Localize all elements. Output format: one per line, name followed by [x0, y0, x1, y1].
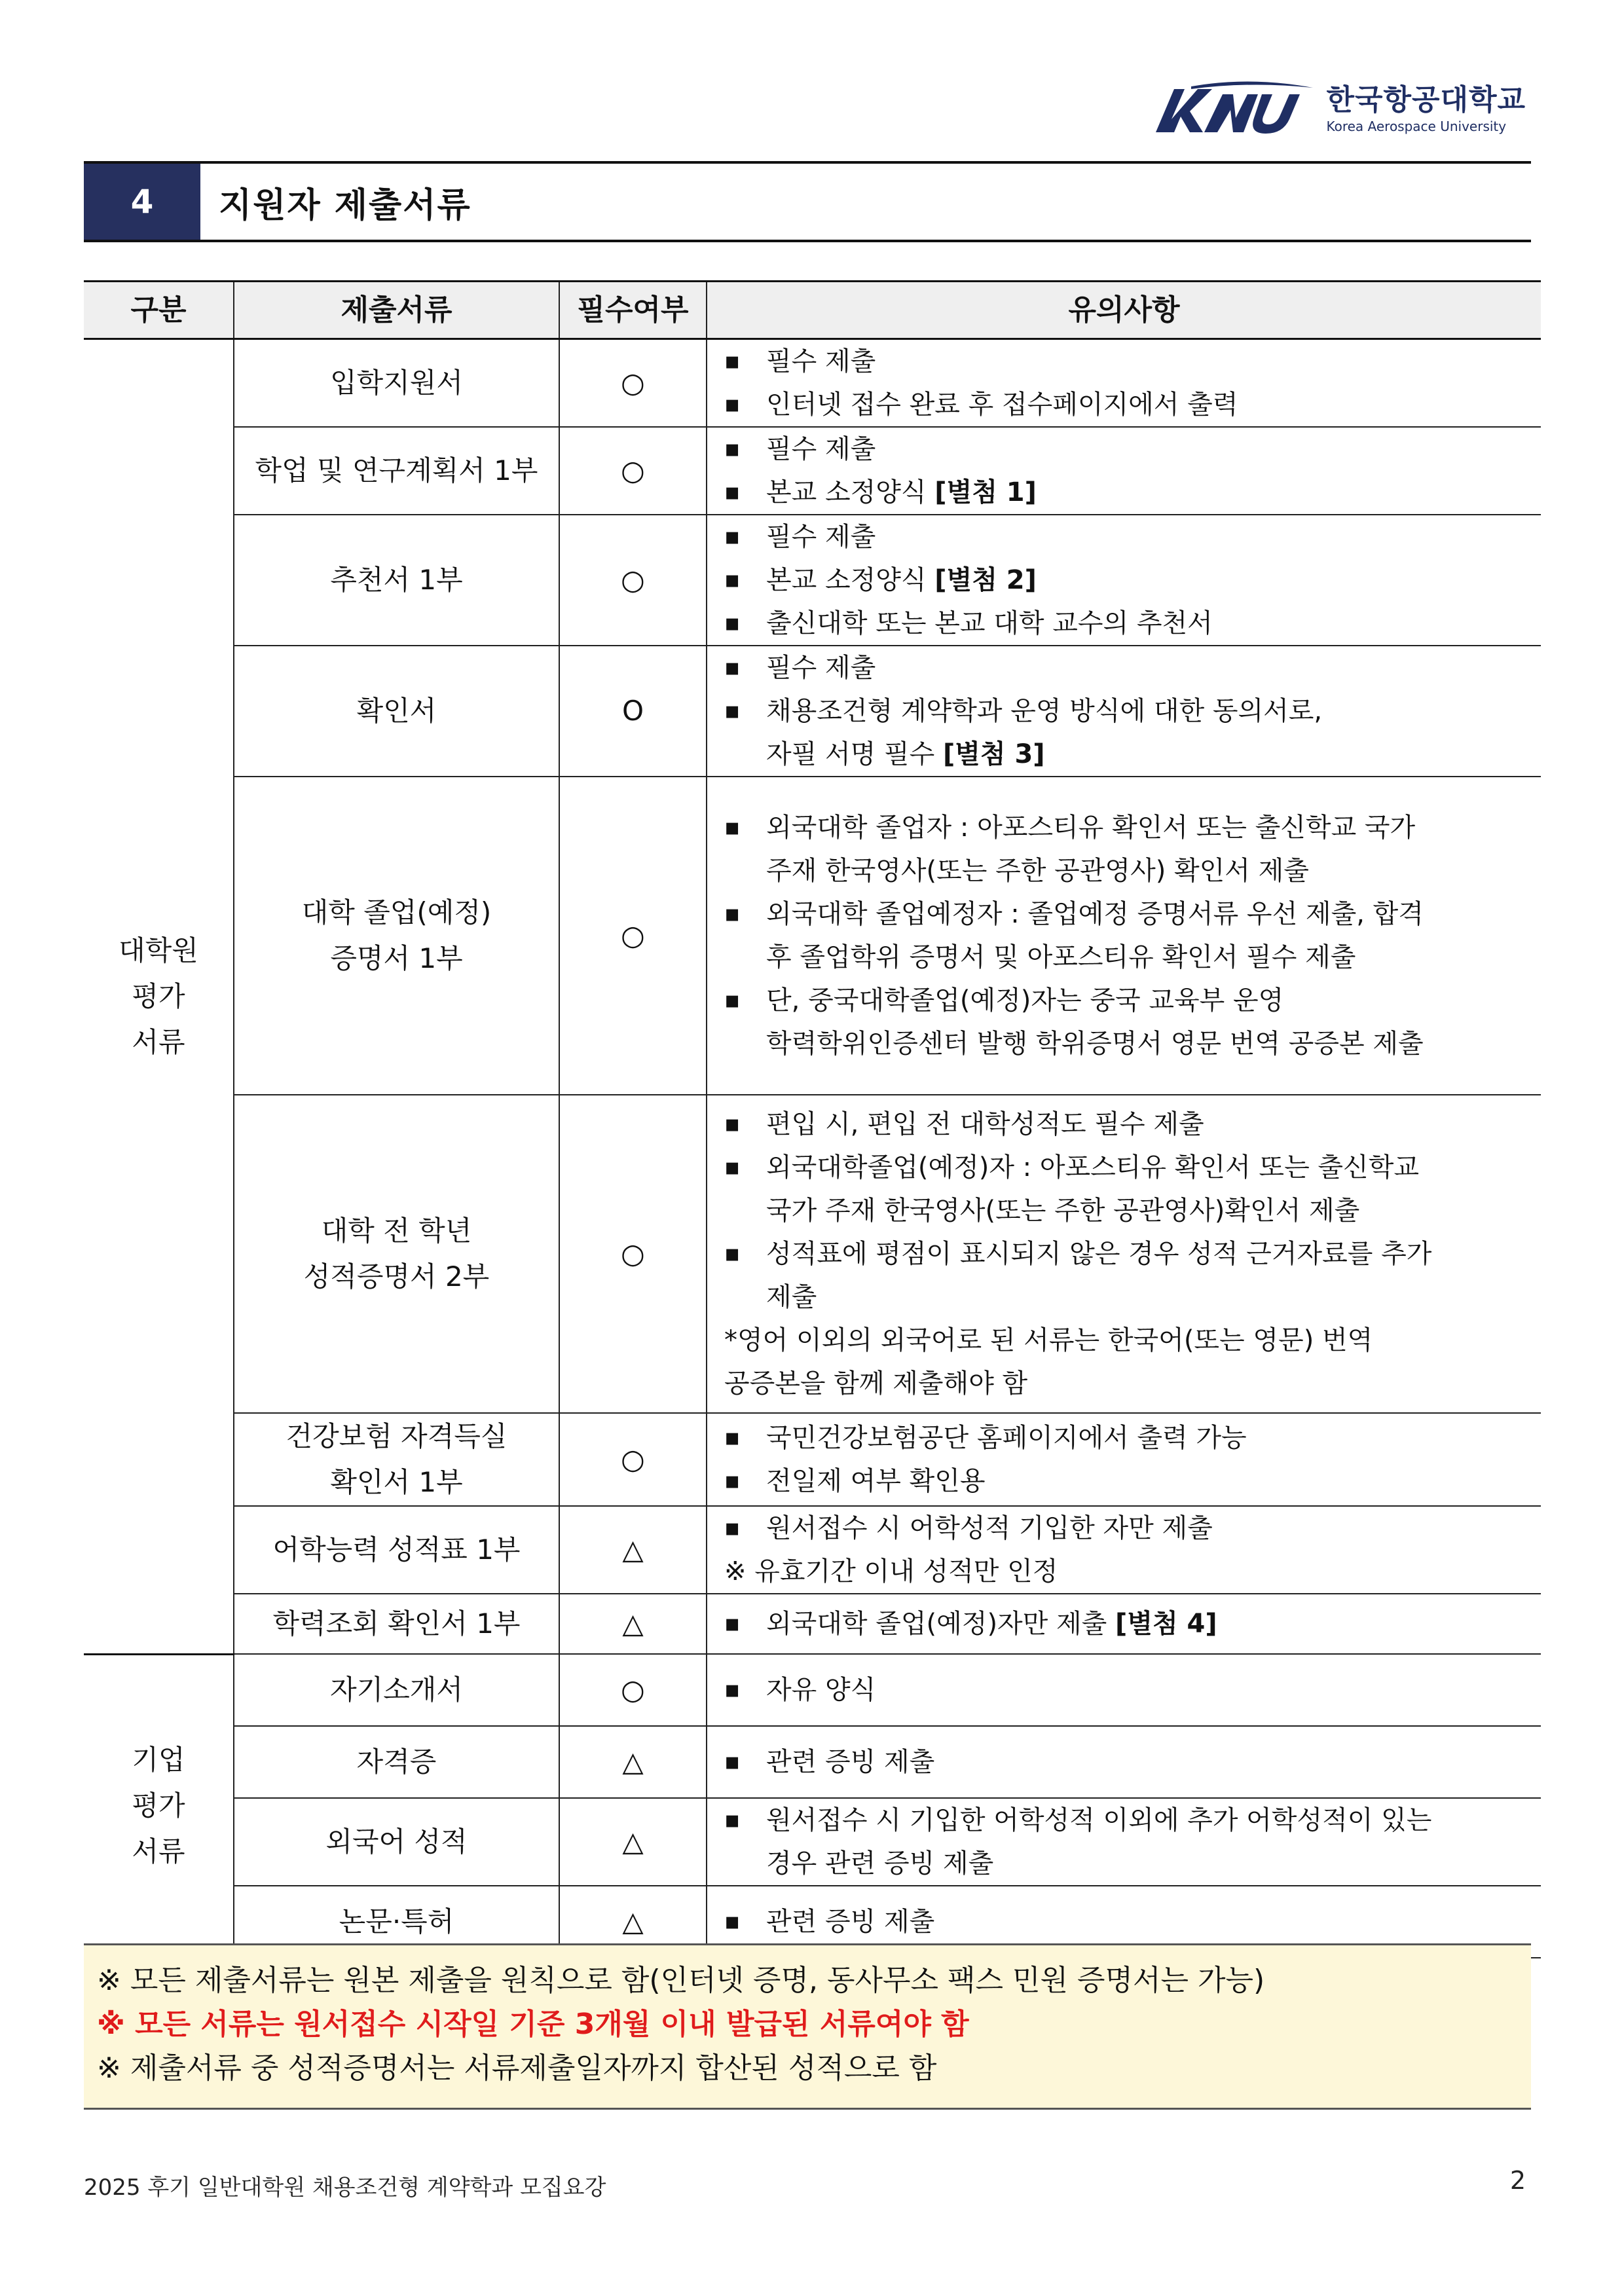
note-text: 학력학위인증센터 발행 학위증명서 영문 번역 공증본 제출 [766, 1029, 1424, 1059]
note-text: 자유 양식 [766, 1675, 876, 1705]
note-line [720, 849, 1528, 892]
document-name: 확인서 [234, 646, 559, 777]
note-text: 국민건강보험공단 홈페이지에서 출력 가능 [766, 1423, 1247, 1453]
table-row [84, 1798, 1541, 1886]
table-row [84, 515, 1541, 646]
note-text: 본교 소정양식 [766, 477, 935, 507]
notes-cell [707, 1413, 1541, 1506]
note-line [720, 1550, 1528, 1593]
attachment-ref: [별첨 2] [934, 565, 1037, 595]
note-text: 단, 중국대학졸업(예정)자는 중국 교육부 운영 [766, 985, 1284, 1016]
note-text: 필수 제출 [766, 346, 876, 376]
table-row [84, 1594, 1541, 1654]
notes-cell [707, 1798, 1541, 1886]
document-name: 논문·특허 [234, 1886, 559, 1958]
document-name: 대학 졸업(예정) 증명서 1부 [234, 777, 559, 1095]
notes-cell [707, 1726, 1541, 1798]
note-text: 성적표에 평점이 표시되지 않은 경우 성적 근거자료를 추가 [766, 1239, 1432, 1269]
page-number: 2 [1509, 2166, 1526, 2195]
section-number: 4 [84, 164, 200, 240]
document-name: 자기소개서 [234, 1654, 559, 1726]
note-text: 채용조건형 계약학과 운영 방식에 대한 동의서로, [766, 696, 1323, 726]
bullet-item [720, 1146, 1528, 1189]
note-line [720, 1362, 1528, 1405]
note-text: 원서접수 시 어학성적 기입한 자만 제출 [766, 1513, 1213, 1543]
university-logo [1152, 80, 1526, 139]
required-mark: ○ [559, 1654, 707, 1726]
note-text: 필수 제출 [766, 434, 876, 464]
note-line [720, 733, 1528, 776]
note-text: 관련 증빙 제출 [766, 1907, 935, 1937]
note-line [720, 1319, 1528, 1362]
required-mark: ○ [559, 515, 707, 646]
note-text: 전일제 여부 확인용 [766, 1466, 986, 1496]
submission-documents-table [84, 280, 1541, 1959]
bullet-item [720, 892, 1528, 936]
logo-title-en: Korea Aerospace University [1326, 119, 1507, 135]
notes-cell [707, 646, 1541, 777]
required-mark: ○ [559, 427, 707, 515]
table-row [84, 1726, 1541, 1798]
required-mark: O [559, 646, 707, 777]
attachment-ref: [별첨 4] [1115, 1609, 1217, 1639]
bullet-item [720, 1900, 1528, 1943]
bullet-item [720, 1416, 1528, 1460]
note-text: 출신대학 또는 본교 대학 교수의 추천서 [766, 608, 1213, 638]
document-name: 자격증 [234, 1726, 559, 1798]
note-text: 외국대학 졸업(예정)자만 제출 [766, 1609, 1116, 1639]
header-category: 구분 [84, 282, 234, 339]
table-row [84, 646, 1541, 777]
note-text: 자필 서명 필수 [766, 739, 943, 769]
table-row [84, 1413, 1541, 1506]
header-document: 제출서류 [234, 282, 559, 339]
document-name: 건강보험 자격득실 확인서 1부 [234, 1413, 559, 1506]
note-line [720, 1276, 1528, 1319]
document-name: 외국어 성적 [234, 1798, 559, 1886]
kau-logo-icon [1152, 80, 1316, 139]
group-graduate-evaluation: 대학원 평가 서류 [84, 339, 234, 1655]
bullet-item [720, 1232, 1528, 1276]
note-text: 인터넷 접수 완료 후 접수페이지에서 출력 [766, 390, 1238, 420]
bullet-item [720, 646, 1528, 689]
bullet-item [720, 428, 1528, 471]
section-heading [84, 161, 1531, 242]
document-name: 대학 전 학년 성적증명서 2부 [234, 1095, 559, 1413]
document-name: 학력조회 확인서 1부 [234, 1594, 559, 1654]
table-row [84, 777, 1541, 1095]
note-text: 필수 제출 [766, 522, 876, 552]
header-notes: 유의사항 [707, 282, 1541, 339]
footer-title: 2025 후기 일반대학원 채용조건형 계약학과 모집요강 [84, 2175, 606, 2201]
attachment-ref: [별첨 3] [942, 739, 1045, 769]
bullet-item [720, 559, 1528, 602]
section-title: 지원자 제출서류 [219, 185, 471, 225]
notes-cell [707, 339, 1541, 428]
bullet-item [720, 1460, 1528, 1503]
notes-cell [707, 427, 1541, 515]
notice-line-issue-date: ※ 모든 서류는 원서접수 시작일 기준 3개월 이내 발급된 서류여야 함 [97, 2008, 969, 2041]
note-line [720, 1022, 1528, 1065]
bullet-item [720, 602, 1528, 645]
bullet-item [720, 515, 1528, 559]
required-mark: △ [559, 1594, 707, 1654]
bullet-item [720, 1668, 1528, 1712]
table-row [84, 1654, 1541, 1726]
bullet-item [720, 383, 1528, 426]
note-text: 공증본을 함께 제출해야 함 [724, 1368, 1028, 1399]
notes-cell [707, 1095, 1541, 1413]
note-text: 제출 [766, 1282, 817, 1312]
table-row [84, 1506, 1541, 1594]
table-row [84, 339, 1541, 428]
document-name: 어학능력 성적표 1부 [234, 1506, 559, 1594]
note-line [720, 1842, 1528, 1885]
bullet-item [720, 340, 1528, 383]
bullet-item [720, 471, 1528, 514]
document-name: 추천서 1부 [234, 515, 559, 646]
table-row [84, 427, 1541, 515]
note-text: 후 졸업학위 증명서 및 아포스티유 확인서 필수 제출 [766, 942, 1356, 972]
table-body [84, 339, 1541, 1958]
bullet-item [720, 1602, 1528, 1645]
notice-line-transcript: ※ 제출서류 중 성적증명서는 서류제출일자까지 합산된 성적으로 함 [97, 2051, 937, 2085]
notes-cell [707, 777, 1541, 1095]
note-text: 외국대학 졸업자 : 아포스티유 확인서 또는 출신학교 국가 [766, 813, 1416, 843]
note-line [720, 1189, 1528, 1232]
notes-cell [707, 1506, 1541, 1594]
note-text: 관련 증빙 제출 [766, 1747, 935, 1777]
required-mark: △ [559, 1506, 707, 1594]
note-text: 필수 제출 [766, 653, 876, 683]
table-header-row [84, 282, 1541, 339]
notice-box [84, 1943, 1531, 2110]
notes-cell [707, 515, 1541, 646]
note-text: 주재 한국영사(또는 주한 공관영사) 확인서 제출 [766, 856, 1309, 886]
group-company-evaluation: 기업 평가 서류 [84, 1654, 234, 1958]
attachment-ref: [별첨 1] [934, 477, 1037, 507]
required-mark: △ [559, 1726, 707, 1798]
required-mark: △ [559, 1886, 707, 1958]
required-mark: ○ [559, 339, 707, 428]
note-text: 원서접수 시 기입한 어학성적 이외에 추가 어학성적이 있는 [766, 1805, 1432, 1835]
note-text: 본교 소정양식 [766, 565, 935, 595]
note-line [720, 936, 1528, 979]
note-text: 편입 시, 편입 전 대학성적도 필수 제출 [766, 1109, 1204, 1139]
note-text: ※ 유효기간 이내 성적만 인정 [724, 1556, 1058, 1587]
logo-title-ko: 한국항공대학교 [1326, 83, 1526, 117]
bullet-item [720, 1740, 1528, 1784]
header-required: 필수여부 [559, 282, 707, 339]
required-mark: △ [559, 1798, 707, 1886]
required-mark: ○ [559, 1413, 707, 1506]
bullet-item [720, 979, 1528, 1022]
note-text: 외국대학 졸업예정자 : 졸업예정 증명서류 우선 제출, 합격 [766, 899, 1424, 929]
bullet-item [720, 1799, 1528, 1842]
bullet-item [720, 1103, 1528, 1146]
notice-line-original: ※ 모든 제출서류는 원본 제출을 원칙으로 함(인터넷 증명, 동사무소 팩스 민원 증명서는 가능) [97, 1964, 1265, 1997]
bullet-item [720, 689, 1528, 733]
note-text: 경우 관련 증빙 제출 [766, 1848, 994, 1879]
notes-cell [707, 1594, 1541, 1654]
required-mark: ○ [559, 1095, 707, 1413]
bullet-item [720, 1507, 1528, 1550]
document-name: 학업 및 연구계획서 1부 [234, 427, 559, 515]
note-text: *영어 이외의 외국어로 된 서류는 한국어(또는 영문) 번역 [724, 1325, 1373, 1355]
document-name: 입학지원서 [234, 339, 559, 428]
note-text: 외국대학졸업(예정)자 : 아포스티유 확인서 또는 출신학교 [766, 1152, 1419, 1183]
note-text: 국가 주재 한국영사(또는 주한 공관영사)확인서 제출 [766, 1196, 1360, 1226]
table-row [84, 1095, 1541, 1413]
notes-cell [707, 1654, 1541, 1726]
required-mark: ○ [559, 777, 707, 1095]
bullet-item [720, 806, 1528, 849]
